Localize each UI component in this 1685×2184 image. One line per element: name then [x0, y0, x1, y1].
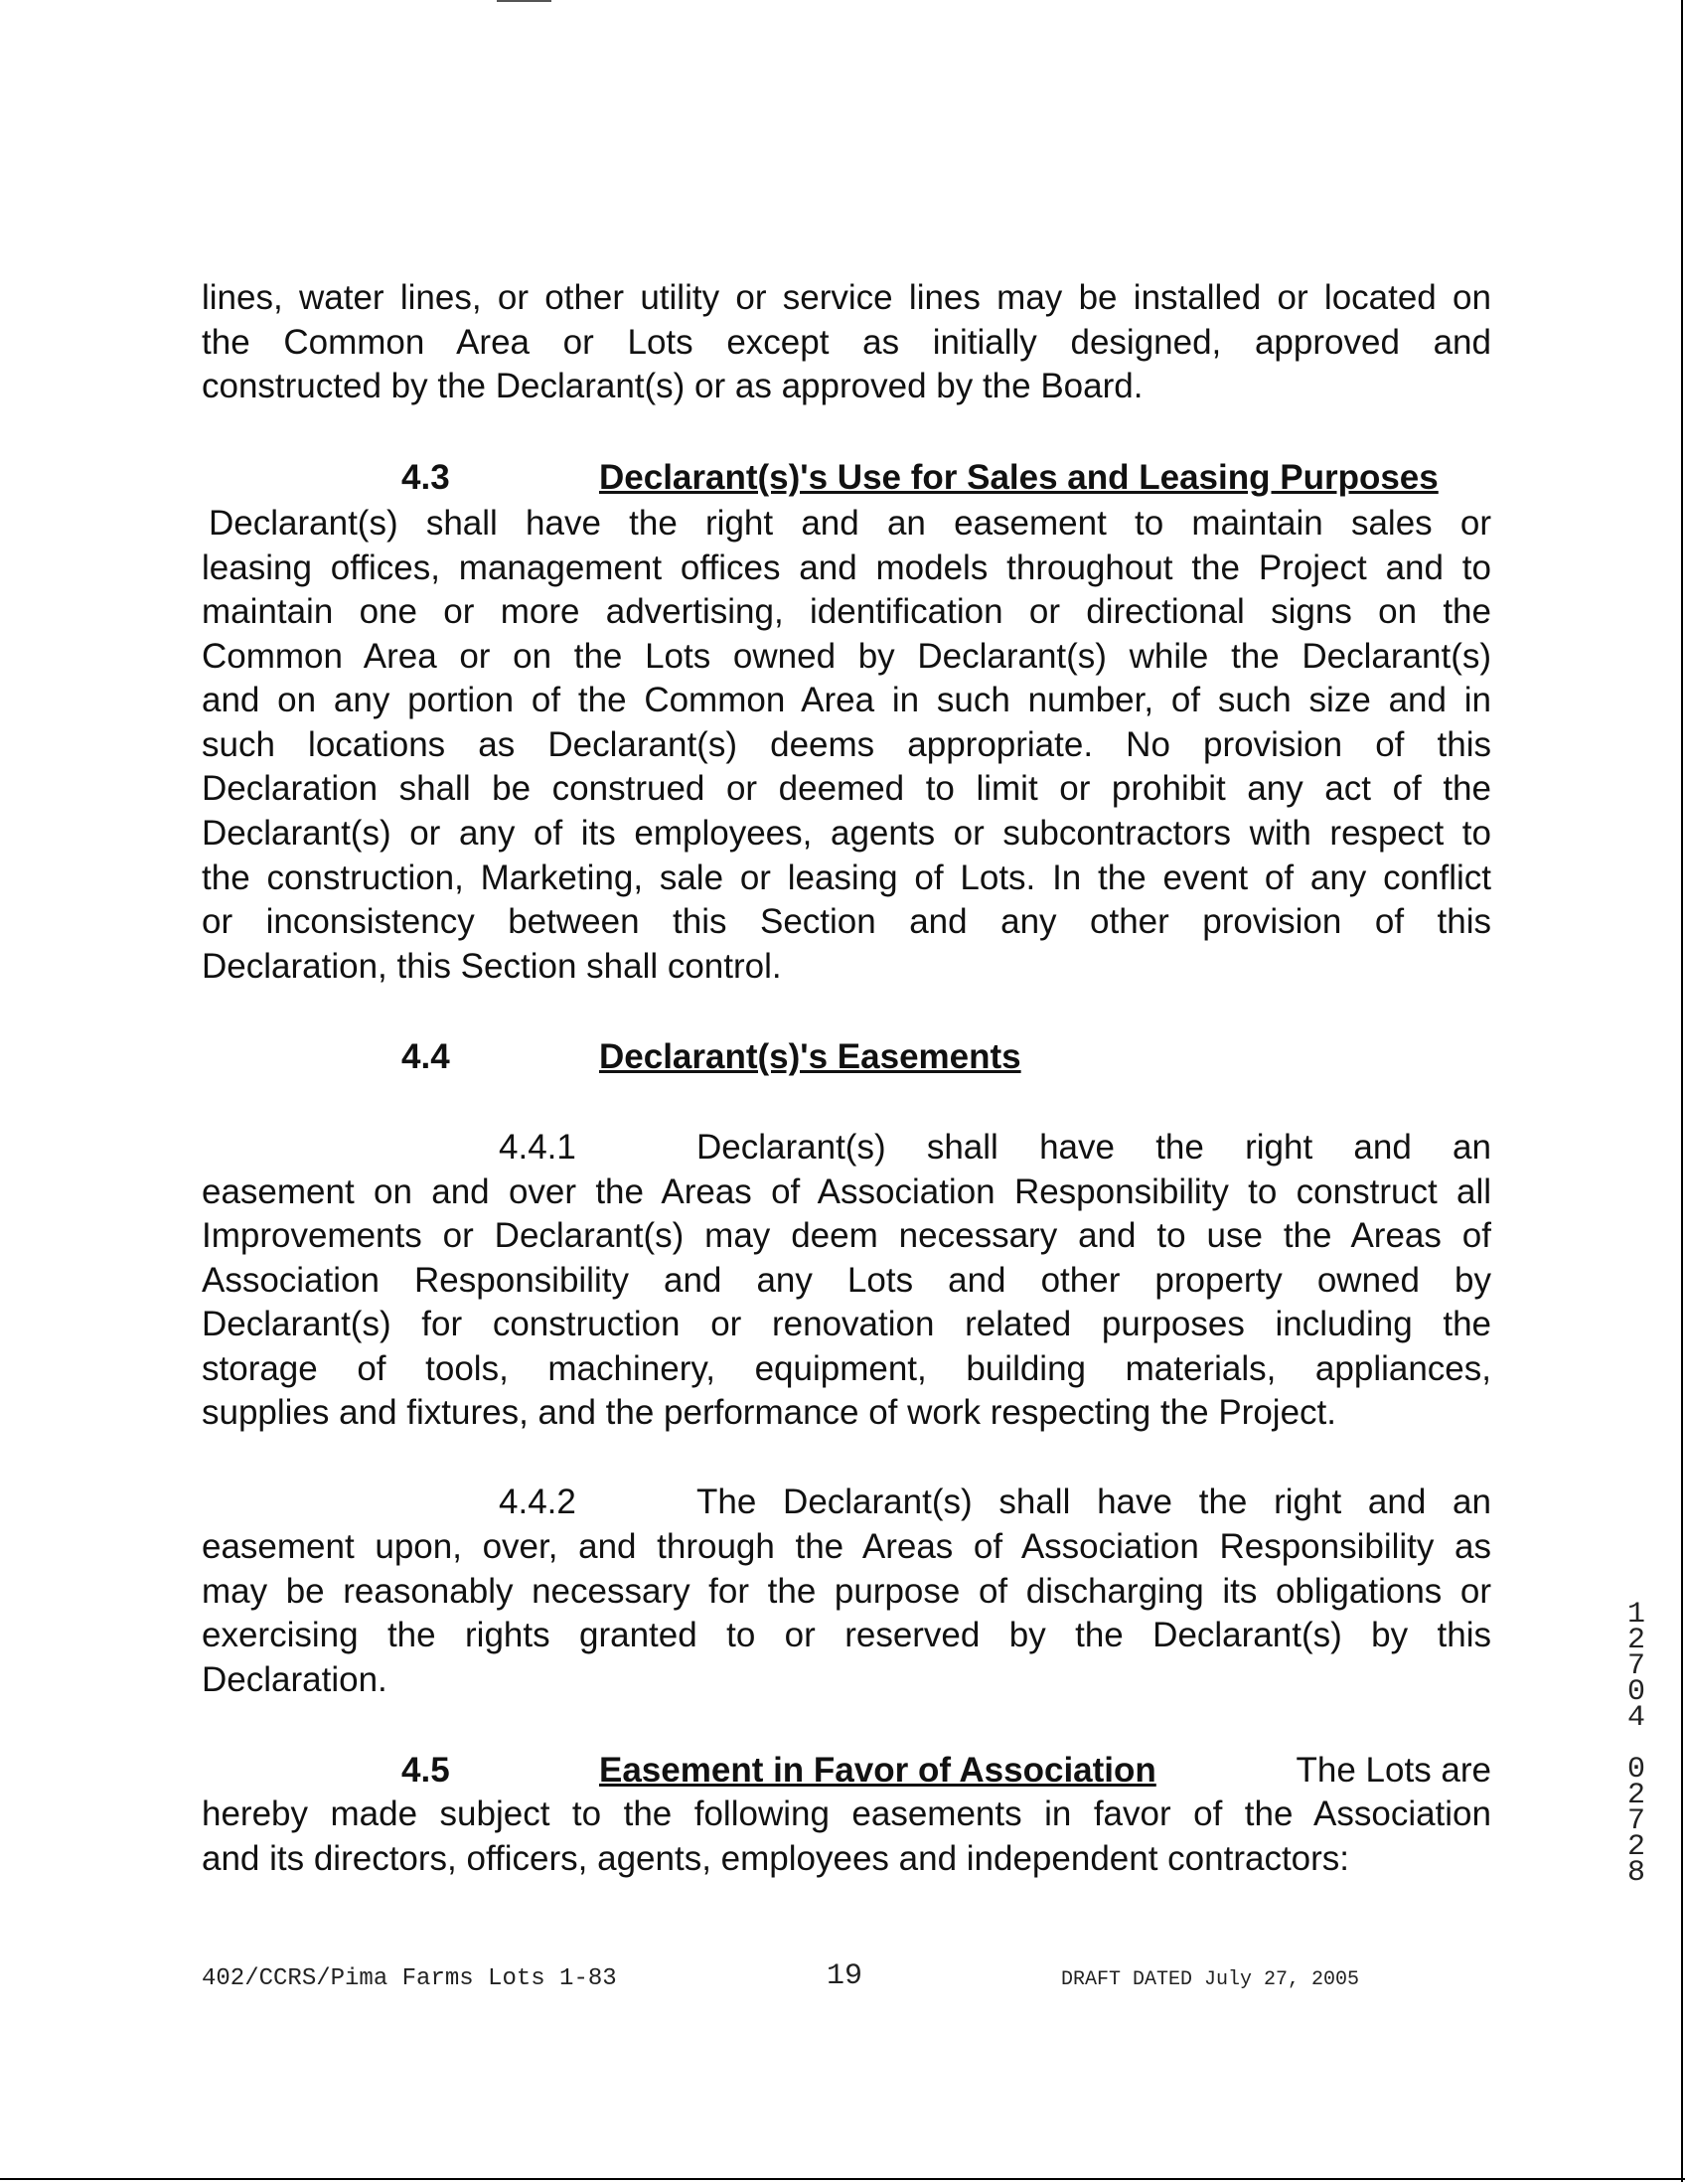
- section-number: 4.5: [401, 1750, 450, 1790]
- text-line: Association Responsibility and any Lots and other property owned by: [202, 1260, 1491, 1300]
- page-edge-right: [1681, 0, 1683, 2182]
- text-line: the construction, Marketing, sale or leasing of Lots. In the event of any conflict: [202, 858, 1491, 897]
- text-line: the Common Area or Lots except as initially designed, approved and: [202, 322, 1491, 362]
- text-line: Common Area or on the Lots owned by Declarant(s) while the Declarant(s): [202, 636, 1491, 676]
- footer-draft-date: DRAFT DATED July 27, 2005: [1061, 1968, 1360, 1991]
- text-line: Declarant(s) for construction or renovation related purposes including the: [202, 1305, 1491, 1344]
- text-line: leasing offices, management offices and models throughout the Project and to: [202, 547, 1491, 587]
- section-number: 4.3: [401, 457, 450, 497]
- text-line: easement upon, over, and through the Areas of Association Responsibility as: [202, 1527, 1491, 1566]
- stamp-digit: 0: [1626, 1753, 1645, 1787]
- subsection-number: 4.4.2: [499, 1482, 576, 1522]
- text-line: Declaration shall be construed or deemed to limit or prohibit any act of the: [202, 769, 1491, 809]
- text-line: supplies and fixtures, and the performance of work respecting the Project.: [202, 1393, 1336, 1433]
- recording-stamp: [1621, 1598, 1651, 1890]
- footer-page-number: 19: [827, 1959, 863, 1993]
- section-lead-text: The Lots are: [1296, 1750, 1491, 1790]
- stamp-digit: 2: [1626, 1624, 1645, 1657]
- text-line: hereby made subject to the following easements in favor of the Association: [202, 1794, 1491, 1834]
- stamp-digit: 2: [1626, 1779, 1645, 1812]
- text-line: and its directors, officers, agents, employees and independent contractors:: [202, 1838, 1350, 1878]
- text-line: maintain one or more advertising, identification or directional signs on the: [202, 592, 1491, 632]
- text-line: Declaration.: [202, 1659, 387, 1699]
- stamp-digit: 4: [1626, 1701, 1645, 1735]
- stamp-digit: 1: [1626, 1598, 1645, 1632]
- section-heading: Easement in Favor of Association: [599, 1750, 1156, 1790]
- text-line: or inconsistency between this Section and any other provision of this: [202, 902, 1491, 942]
- text-line: constructed by the Declarant(s) or as approved by the Board.: [202, 367, 1144, 406]
- footer-doc-id: 402/CCRS/Pima Farms Lots 1-83: [202, 1965, 617, 1992]
- page-edge-bottom: [0, 2178, 1685, 2180]
- text-line: such locations as Declarant(s) deems appropriate. No provision of this: [202, 724, 1491, 764]
- text-line: and on any portion of the Common Area in such number, of such size and in: [202, 681, 1491, 720]
- stamp-digit: 7: [1626, 1804, 1645, 1838]
- text-line: easement on and over the Areas of Association Responsibility to construct all: [202, 1171, 1491, 1211]
- section-heading: Declarant(s)'s Easements: [599, 1036, 1021, 1076]
- text-line: Declarant(s) shall have the right and an easement to maintain sales or: [209, 504, 1491, 544]
- text-line: storage of tools, machinery, equipment, building materials, appliances,: [202, 1348, 1491, 1388]
- text-line: Declarant(s) or any of its employees, agents or subcontractors with respect to: [202, 814, 1491, 854]
- stamp-digit: 8: [1626, 1856, 1645, 1890]
- section-heading: Declarant(s)'s Use for Sales and Leasing Purposes: [599, 457, 1439, 497]
- text-line: Improvements or Declarant(s) may deem necessary and to use the Areas of: [202, 1216, 1491, 1256]
- stamp-digit: 7: [1626, 1649, 1645, 1683]
- text-line: Declarant(s) shall have the right and an: [696, 1128, 1491, 1167]
- text-line: The Declarant(s) shall have the right and an: [696, 1482, 1491, 1522]
- text-line: Declaration, this Section shall control.: [202, 946, 782, 986]
- text-line: lines, water lines, or other utility or service lines may be installed or located on: [202, 277, 1491, 317]
- subsection-number: 4.4.1: [499, 1128, 576, 1167]
- top-rule: [497, 0, 551, 2]
- stamp-digit: 0: [1626, 1675, 1645, 1709]
- section-number: 4.4: [401, 1036, 450, 1076]
- stamp-digit: 2: [1626, 1830, 1645, 1864]
- text-line: may be reasonably necessary for the purpose of discharging its obligations or: [202, 1571, 1491, 1611]
- text-line: exercising the rights granted to or reserved by the Declarant(s) by this: [202, 1616, 1491, 1655]
